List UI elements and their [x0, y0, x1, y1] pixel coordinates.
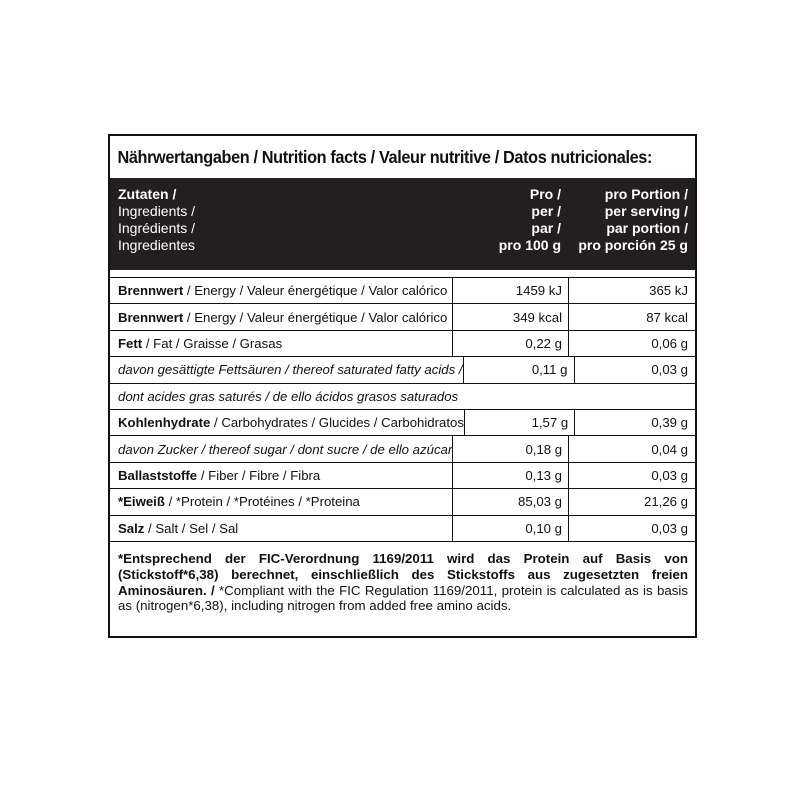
row-label-rest: / Fiber / Fibre / Fibra: [197, 467, 321, 483]
row-serving: 0,03 g: [651, 362, 688, 378]
row-label-rest: / Carbohydrates / Glucides / Carbohidratos: [210, 415, 464, 431]
header-per-100g: [453, 186, 569, 270]
header-per100-line: par /: [531, 220, 561, 236]
table-row: [110, 489, 695, 515]
row-per100: 0,22 g: [453, 331, 569, 356]
header-per100-line: per /: [531, 203, 561, 219]
header-per-serving: [569, 186, 695, 270]
footnote-regular: *Compliant with the FIC Regulation 1169/2011, protein is calculated as is basis as (nitrogen*6,38), including nitrogen from added free amino acids.: [118, 582, 688, 614]
row-per100: 349 kcal: [453, 304, 569, 329]
row-label-bold: *Eiweiß: [118, 494, 165, 510]
row-label: [110, 331, 453, 356]
row-label-rest: / Fat / Graisse / Grasas: [142, 335, 283, 351]
table-row: [110, 436, 695, 462]
row-label-rest: / Salt / Sel / Sal: [144, 520, 239, 536]
table-row: [110, 331, 695, 357]
table-row: [110, 304, 695, 330]
table-row: [110, 357, 695, 383]
row-serving: [572, 384, 695, 409]
row-label-bold: Kohlenhydrate: [118, 415, 211, 431]
row-label: dont acides gras saturés / de ello ácidos grasos saturados: [118, 388, 459, 404]
header-serving-line: pro porción 25 g: [578, 237, 688, 253]
row-per100: 0,11 g: [464, 357, 575, 382]
row-label: davon gesättigte Fettsäuren / thereof saturated fatty acids /: [110, 357, 464, 382]
row-label-bold: Fett: [118, 335, 143, 351]
row-label: [110, 304, 453, 329]
row-per100: [458, 384, 572, 409]
row-per100: 1,57 g: [465, 410, 575, 435]
row-label-rest: / Energy / Valeur énergétique / Valor calórico: [183, 283, 448, 299]
row-label-rest: / *Protein / *Protéines / *Proteina: [164, 494, 360, 510]
header-serving-line: per serving /: [604, 203, 688, 219]
header-ingredients-line: Ingrédients /: [118, 220, 196, 236]
row-label: [110, 278, 453, 303]
header-ingredients: [110, 186, 453, 270]
row-label-bold: Brennwert: [118, 309, 184, 325]
row-label-bold: Brennwert: [118, 283, 184, 299]
row-label-rest: / Energy / Valeur énergétique / Valor calórico: [183, 309, 448, 325]
header-serving-line: par portion /: [606, 220, 688, 236]
row-per100: 0,18 g: [453, 436, 569, 461]
row-serving: 0,03 g: [651, 467, 688, 483]
table-row: [110, 516, 695, 542]
row-per100: 1459 kJ: [453, 278, 569, 303]
row-serving: 365 kJ: [649, 283, 688, 299]
header-per100-line: Pro /: [529, 186, 561, 202]
header-gap: [110, 270, 695, 278]
row-serving: 0,06 g: [651, 335, 688, 351]
row-per100: 0,10 g: [453, 516, 569, 541]
header-per100-line: pro 100 g: [498, 237, 561, 253]
row-serving: 21,26 g: [644, 494, 688, 510]
row-label-bold: Ballaststoffe: [118, 467, 198, 483]
row-per100: 0,13 g: [453, 463, 569, 488]
row-serving: 0,39 g: [651, 415, 688, 431]
header-ingredients-line: Zutaten /: [118, 186, 177, 202]
header-ingredients-line: Ingredientes: [118, 237, 196, 253]
table-row: [110, 410, 695, 436]
header-serving-line: pro Portion /: [604, 186, 688, 202]
row-label: [110, 516, 453, 541]
row-serving: 0,03 g: [651, 520, 688, 536]
footnote: [110, 542, 695, 614]
nutrition-facts-panel: [108, 134, 697, 638]
row-label: [110, 410, 465, 435]
row-per100: 85,03 g: [453, 489, 569, 514]
row-label: davon Zucker / thereof sugar / dont sucre / de ello azúcar: [110, 436, 453, 461]
table-row: [110, 384, 695, 410]
row-label-bold: Salz: [118, 520, 145, 536]
row-serving: 0,04 g: [651, 441, 688, 457]
table-row: [110, 278, 695, 304]
footnote-bold: *Entsprechend der FIC-Verordnung 1169/2011 wird das Protein auf Basis von (Stickstoff*6,38) berechnet, einschließlich des Stickstoffs aus zugesetzten freien Aminosäuren. /: [118, 550, 688, 598]
row-label: [110, 489, 453, 514]
row-serving: 87 kcal: [646, 309, 688, 325]
table-header: [110, 178, 695, 270]
header-ingredients-line: Ingredients /: [118, 203, 196, 219]
table-row: [110, 463, 695, 489]
nutrition-title: Nährwertangaben / Nutrition facts / Valeur nutritive / Datos nutricionales:: [117, 146, 653, 167]
row-label: [110, 463, 453, 488]
